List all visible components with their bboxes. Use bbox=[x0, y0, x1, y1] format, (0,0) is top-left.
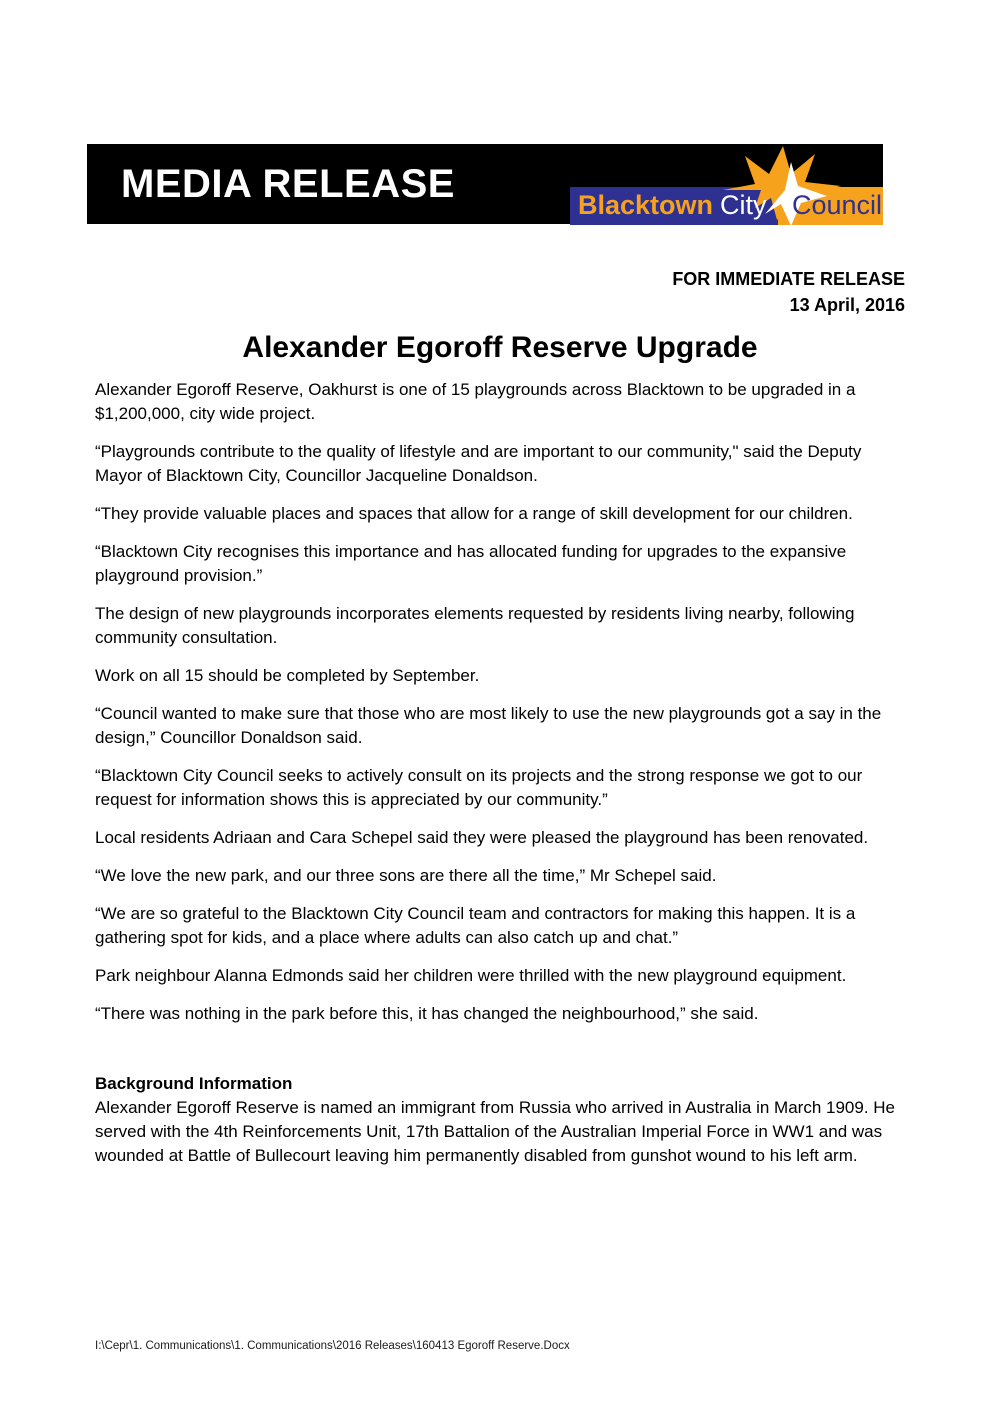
background-body: Alexander Egoroff Reserve is named an immigrant from Russia who arrived in Australia in March 1909. He served with the 4th Reinforcements Unit, 17th Battalion of the Australian Imperial Force in WW1 and was wounded at Battle of Bullecourt leaving him permanently disabled from gunshot wound to his left arm. bbox=[95, 1098, 895, 1165]
logo-text-left bbox=[578, 187, 767, 225]
page-title: Alexander Egoroff Reserve Upgrade bbox=[242, 331, 758, 364]
paragraph: “They provide valuable places and spaces that allow for a range of skill development for our children. bbox=[95, 504, 853, 523]
paragraph: “Playgrounds contribute to the quality of lifestyle and are important to our community," said the Deputy Mayor of Blacktown City, Councillor Jacqueline Donaldson. bbox=[95, 442, 862, 485]
release-status: FOR IMMEDIATE RELEASE bbox=[672, 269, 905, 289]
paragraph: Alexander Egoroff Reserve, Oakhurst is one of 15 playgrounds across Blacktown to be upgraded in a $1,200,000, city wide project. bbox=[95, 380, 856, 423]
paragraph: “We love the new park, and our three sons are there all the time,” Mr Schepel said. bbox=[95, 866, 717, 885]
paragraph: “Blacktown City Council seeks to actively consult on its projects and the strong response we got to our request for information shows this is appreciated by our community.” bbox=[95, 766, 863, 809]
release-info bbox=[672, 266, 905, 318]
logo-word-city: City bbox=[720, 190, 767, 220]
footer-file-path: I:\Cepr\1. Communications\1. Communications\2016 Releases\160413 Egoroff Reserve.Docx bbox=[95, 1340, 570, 1352]
blacktown-city-council-logo bbox=[570, 146, 883, 226]
paragraph: The design of new playgrounds incorporates elements requested by residents living nearby, following community consultation. bbox=[95, 604, 855, 647]
paragraph: Work on all 15 should be completed by September. bbox=[95, 666, 480, 685]
paragraph: “Blacktown City recognises this importance and has allocated funding for upgrades to the expansive playground provision.” bbox=[95, 542, 847, 585]
document-body bbox=[95, 378, 907, 1182]
background-section bbox=[95, 1072, 907, 1168]
paragraph: Park neighbour Alanna Edmonds said her children were thrilled with the new playground equipment. bbox=[95, 966, 847, 985]
paragraph: “There was nothing in the park before this, it has changed the neighbourhood,” she said. bbox=[95, 1004, 759, 1023]
logo-word-council: Council bbox=[792, 190, 883, 220]
logo-word-blacktown: Blacktown bbox=[578, 190, 714, 220]
paragraph: “Council wanted to make sure that those who are most likely to use the new playgrounds got a say in the design,” Councillor Donaldson said. bbox=[95, 704, 882, 747]
background-heading: Background Information bbox=[95, 1074, 293, 1093]
paragraph: “We are so grateful to the Blacktown City Council team and contractors for making this happen. It is a gathering spot for kids, and a place where adults can also catch up and chat.” bbox=[95, 904, 856, 947]
release-date: 13 April, 2016 bbox=[789, 295, 905, 315]
paragraph: Local residents Adriaan and Cara Schepel said they were pleased the playground has been renovated. bbox=[95, 828, 869, 847]
banner-title: MEDIA RELEASE bbox=[121, 162, 455, 206]
